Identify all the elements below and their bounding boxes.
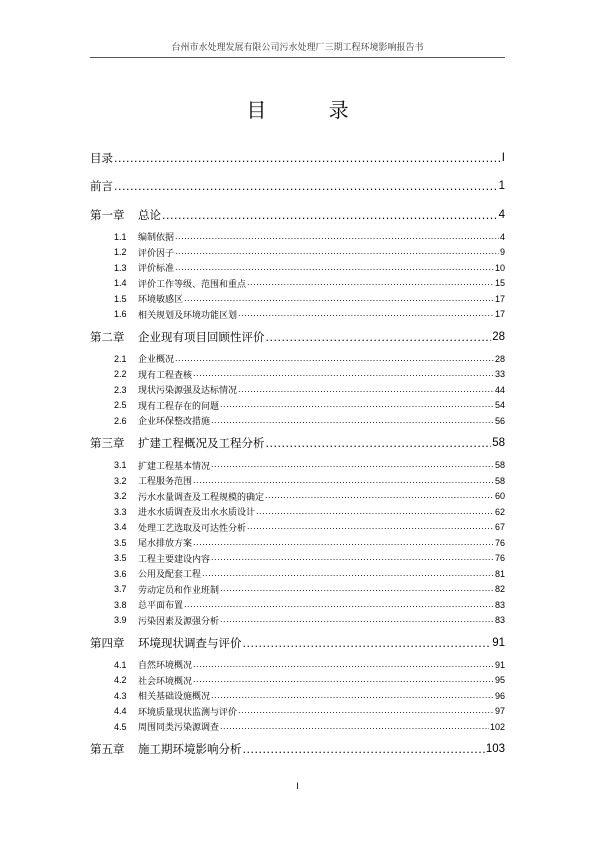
section-page: 102 <box>489 721 505 732</box>
toc-section-entry[interactable] <box>90 382 505 398</box>
section-number: 4.4 <box>114 706 127 717</box>
chapter-number: 第一章 <box>90 207 125 222</box>
section-title: 企业环保整改措施 <box>138 417 211 428</box>
section-page: 82 <box>494 584 505 595</box>
toc-section-entry[interactable] <box>90 276 505 292</box>
toc-section-entry[interactable] <box>90 566 505 582</box>
dot-leader <box>256 507 494 517</box>
dot-leader <box>238 706 494 716</box>
section-title: 评价因子 <box>138 248 175 259</box>
section-page: 76 <box>494 537 505 548</box>
section-number: 3.5 <box>114 553 127 564</box>
toc-section-entry[interactable] <box>90 535 505 551</box>
section-page: 17 <box>494 309 505 320</box>
section-title: 社会环境概况 <box>138 676 193 687</box>
chapter-page: 28 <box>492 330 505 343</box>
dot-leader <box>114 151 501 165</box>
section-title: 扩建工程基本情况 <box>138 461 211 472</box>
toc-entry-page: I <box>501 152 505 164</box>
section-number: 2.1 <box>114 353 127 364</box>
section-page: 62 <box>494 506 505 517</box>
toc-entry-label: 前言 <box>90 179 113 193</box>
section-title: 现有工程存在的问题 <box>138 401 220 412</box>
section-number: 1.1 <box>114 231 127 242</box>
toc-chapters <box>90 200 505 764</box>
chapter-title: 企业现有项目回顾性评价 <box>138 329 265 344</box>
toc-entry-page: 1 <box>498 180 505 192</box>
section-page: 44 <box>494 384 505 395</box>
dot-leader <box>265 491 494 501</box>
dot-leader <box>220 615 494 625</box>
section-number: 3.1 <box>114 460 127 471</box>
toc-section-entry[interactable] <box>90 704 505 720</box>
section-page: 67 <box>494 522 505 533</box>
section-number: 4.5 <box>114 721 127 732</box>
section-number: 1.6 <box>114 309 127 320</box>
section-title: 处理工艺选取及可达性分析 <box>138 523 247 534</box>
toc-chapter-entry[interactable] <box>90 429 505 458</box>
section-title: 污染因素及源强分析 <box>138 616 220 627</box>
section-title: 自然环境概况 <box>138 661 193 672</box>
section-number: 3.7 <box>114 584 127 595</box>
section-page: 83 <box>494 599 505 610</box>
dot-leader <box>175 232 499 242</box>
section-page: 91 <box>494 659 505 670</box>
section-page: 83 <box>494 615 505 626</box>
running-header: 台州市水处理发展有限公司污水处理厂三期工程环境影响报告书 <box>90 40 505 58</box>
section-number: 3.6 <box>114 568 127 579</box>
section-title: 相关基础设施概况 <box>138 692 211 703</box>
dot-leader <box>243 636 492 650</box>
section-page: 58 <box>494 460 505 471</box>
section-title: 环境敏感区 <box>138 295 184 306</box>
table-of-contents <box>90 144 505 764</box>
toc-section-entry[interactable] <box>90 673 505 689</box>
toc-section-entry[interactable] <box>90 458 505 474</box>
chapter-page: 103 <box>485 743 505 755</box>
section-number: 4.1 <box>114 659 127 670</box>
section-page: 56 <box>494 415 505 426</box>
toc-section-entry[interactable] <box>90 504 505 520</box>
section-title: 周围同类污染源调查 <box>138 723 220 734</box>
section-number: 1.3 <box>114 262 127 273</box>
section-page: 54 <box>494 400 505 411</box>
section-title: 工程主要建设内容 <box>138 554 211 565</box>
section-page: 4 <box>499 231 505 242</box>
chapter-number: 第二章 <box>90 329 125 344</box>
toc-section-entry[interactable] <box>90 413 505 429</box>
dot-leader <box>220 584 494 594</box>
section-title: 评价标准 <box>138 264 175 275</box>
section-title: 工程服务范围 <box>138 477 193 488</box>
section-page: 58 <box>494 475 505 486</box>
section-title: 总平面布置 <box>138 601 184 612</box>
toc-section-entry[interactable] <box>90 229 505 245</box>
toc-section-entry[interactable] <box>90 719 505 735</box>
section-page: 9 <box>499 247 505 258</box>
toc-section-entry[interactable] <box>90 657 505 673</box>
section-title: 现状污染源强及达标情况 <box>138 386 238 397</box>
dot-leader <box>266 330 492 344</box>
chapter-number: 第五章 <box>90 742 125 756</box>
toc-section-entry[interactable] <box>90 260 505 276</box>
section-number: 1.4 <box>114 278 127 289</box>
section-number: 4.3 <box>114 690 127 701</box>
dot-leader <box>211 553 494 563</box>
dot-leader <box>184 600 494 610</box>
section-number: 4.2 <box>114 675 127 686</box>
section-title: 尾水排放方案 <box>138 539 193 550</box>
toc-section-entry[interactable] <box>90 582 505 598</box>
toc-entry-contents[interactable] <box>90 144 505 172</box>
section-page: 76 <box>494 553 505 564</box>
toc-section-entry[interactable] <box>90 307 505 323</box>
toc-section-entry[interactable] <box>90 597 505 613</box>
toc-section-entry[interactable] <box>90 489 505 505</box>
section-number: 2.6 <box>114 415 127 426</box>
section-title: 现有工程查核 <box>138 370 193 381</box>
toc-entry-preface[interactable] <box>90 172 505 200</box>
section-number: 1.5 <box>114 293 127 304</box>
section-page: 81 <box>494 568 505 579</box>
dot-leader <box>193 538 494 548</box>
chapter-number: 第三章 <box>90 436 125 450</box>
toc-title: 目 录 <box>246 98 377 122</box>
section-number: 3.2 <box>114 491 127 502</box>
section-page: 17 <box>494 293 505 304</box>
toc-section-entry[interactable] <box>90 688 505 704</box>
section-title: 相关规划及环境功能区划 <box>138 310 238 321</box>
section-number: 3.4 <box>114 522 127 533</box>
dot-leader <box>243 742 485 756</box>
section-page: 95 <box>494 675 505 686</box>
dot-leader <box>266 436 492 450</box>
chapter-title: 环境现状调查与评价 <box>138 635 242 650</box>
dot-leader <box>220 722 489 732</box>
section-title: 公用及配套工程 <box>138 570 202 581</box>
toc-section-entry[interactable] <box>90 367 505 383</box>
dot-leader <box>193 660 494 670</box>
section-number: 1.2 <box>114 247 127 258</box>
section-title: 环境质量现状监测与评价 <box>138 707 238 718</box>
dot-leader <box>175 354 494 364</box>
section-page: 33 <box>494 369 505 380</box>
toc-section-entry[interactable] <box>90 291 505 307</box>
chapter-page: 4 <box>498 208 505 221</box>
dot-leader <box>162 208 498 222</box>
section-number: 3.8 <box>114 599 127 610</box>
chapter-title: 施工期环境影响分析 <box>138 742 242 756</box>
dot-leader <box>175 247 499 257</box>
toc-section-entry[interactable] <box>90 551 505 567</box>
toc-section-entry[interactable] <box>90 245 505 261</box>
chapter-number: 第四章 <box>90 635 125 650</box>
toc-section-entry[interactable] <box>90 520 505 536</box>
section-number: 2.5 <box>114 400 127 411</box>
section-title: 编制依据 <box>138 233 175 244</box>
section-number: 2.2 <box>114 369 127 380</box>
dot-leader <box>238 309 494 319</box>
dot-leader <box>220 400 494 410</box>
section-number: 3.3 <box>114 506 127 517</box>
section-title: 企业概况 <box>138 355 175 366</box>
chapter-page: 91 <box>492 636 505 649</box>
section-title: 污水水量调查及工程规模的确定 <box>138 492 265 503</box>
page-number: I <box>296 781 299 791</box>
toc-chapter-entry[interactable] <box>90 200 505 229</box>
chapter-title: 总论 <box>138 207 161 222</box>
section-number: 3.5 <box>114 537 127 548</box>
toc-chapter-entry[interactable] <box>90 322 505 351</box>
toc-section-entry[interactable] <box>90 613 505 629</box>
toc-section-entry[interactable] <box>90 398 505 414</box>
dot-leader <box>202 569 494 579</box>
section-title: 评价工作等级、范围和重点 <box>138 279 247 290</box>
section-title: 进水水质调查及出水水质设计 <box>138 508 256 519</box>
toc-chapter-entry[interactable] <box>90 735 505 764</box>
dot-leader <box>193 675 494 685</box>
section-page: 60 <box>494 491 505 502</box>
section-page: 97 <box>494 706 505 717</box>
chapter-page: 58 <box>492 437 505 449</box>
dot-leader <box>175 263 494 273</box>
dot-leader <box>211 691 494 701</box>
dot-leader <box>238 385 494 395</box>
dot-leader <box>211 460 494 470</box>
dot-leader <box>184 294 494 304</box>
section-number: 3.2 <box>114 475 127 486</box>
toc-entry-label: 目录 <box>90 151 113 165</box>
dot-leader <box>211 416 494 426</box>
section-number: 2.3 <box>114 384 127 395</box>
section-page: 10 <box>494 262 505 273</box>
toc-section-entry[interactable] <box>90 473 505 489</box>
chapter-title: 扩建工程概况及工程分析 <box>138 436 265 450</box>
section-page: 15 <box>494 278 505 289</box>
section-page: 96 <box>494 690 505 701</box>
toc-section-entry[interactable] <box>90 351 505 367</box>
toc-chapter-entry[interactable] <box>90 628 505 657</box>
dot-leader <box>193 369 494 379</box>
dot-leader <box>247 278 494 288</box>
section-page: 28 <box>494 353 505 364</box>
section-number: 3.9 <box>114 615 127 626</box>
section-title: 劳动定员和作业班制 <box>138 585 220 596</box>
dot-leader <box>247 522 494 532</box>
dot-leader <box>114 179 498 193</box>
dot-leader <box>193 476 494 486</box>
